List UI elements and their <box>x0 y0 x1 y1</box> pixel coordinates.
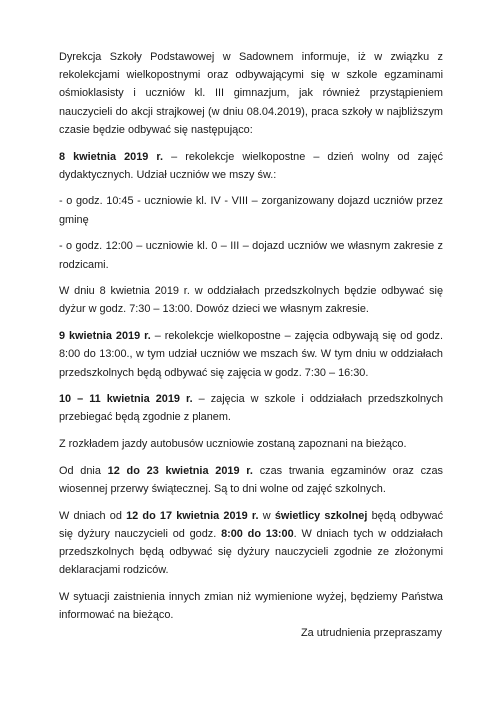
text-run: W dniu 8 kwietnia 2019 r. w oddziałach przedszkolnych będzie odbywać się dyżur w godz. 7:30 – 13:00. Dowóz dzieci we własnym zakresie. <box>59 285 443 316</box>
text-run: będą odbywać się dyżury nauczycieli od godz. <box>59 509 444 540</box>
text-run: - o godz. 10:45 - uczniowie kl. IV - VIII – zorganizowany dojazd uczniów przez gminę <box>59 195 443 226</box>
bold-text: 8:00 do 13:00 <box>221 527 294 540</box>
text-run: – zajęcia w szkole i oddziałach przedszkolnych przebiegać będą zgodnie z planem. <box>59 393 443 424</box>
bold-text: 9 kwietnia 2019 r. <box>59 330 151 343</box>
text-run: . W dniach tych w oddziałach przedszkolnych będą odbywać się dyżury nauczycieli zgodnie ze złożonymi deklaracjami rodziców. <box>59 527 443 577</box>
text-run: - o godz. 12:00 – uczniowie kl. 0 – III – dojazd uczniów we własnym zakresie z rodzicami. <box>59 240 443 271</box>
bold-text: świetlicy szkolnej <box>274 509 368 522</box>
text-run: – rekolekcje wielkopostne – dzień wolny od zajęć dydaktycznych. Udział uczniów we mszy św.: <box>59 150 443 181</box>
document-body <box>59 48 443 633</box>
closing-line: Za utrudnienia przepraszamy <box>300 627 442 639</box>
paragraph-april-10-11 <box>59 390 443 426</box>
paragraph-transport-2 <box>59 237 443 273</box>
text-run: W sytuacji zaistnienia innych zmian niż wymienione wyżej, będziemy Państwa informować na bieżąco. <box>59 591 443 622</box>
text-run: Z rozkładem jazdy autobusów uczniowie zostaną zapoznani na bieżąco. <box>59 438 407 451</box>
bold-text: 12 do 23 kwietnia 2019 r. <box>107 464 253 477</box>
paragraph-april-12-23 <box>59 462 443 498</box>
text-run: czas trwania egzaminów oraz czas wiosennej przerwy świątecznej. Są to dni wolne od zajęć szkolnych. <box>59 464 443 496</box>
bold-text: 12 do 17 kwietnia 2019 r. <box>126 509 259 522</box>
text-run: w <box>258 509 275 522</box>
paragraph-april-12-17 <box>59 507 443 580</box>
text-run: Dyrekcja Szkoły Podstawowej w Sadownem informuje, iż w związku z rekolekcjami wielkopostnymi oraz odbywającymi się w szkole egzaminami ośmioklasisty i uczniów kl. III gimnazjum, jak również przystąpieniem nauczycieli do akcji strajkowej (w dniu 08.04.2019), praca szkoły w najbliższym czasie będzie odbywać się następująco: <box>59 51 443 136</box>
text-run: W dniach od <box>59 509 127 522</box>
paragraph-preschool-april-8 <box>59 282 443 318</box>
paragraph-intro <box>59 48 443 139</box>
paragraph-april-8 <box>59 148 443 184</box>
paragraph-transport-1 <box>59 192 443 228</box>
paragraph-april-9 <box>59 327 443 382</box>
bold-text: 10 – 11 kwietnia 2019 r. <box>59 393 193 406</box>
paragraph-bus-schedule <box>59 435 443 453</box>
bold-text: 8 kwietnia 2019 r. <box>59 150 164 163</box>
paragraph-other-changes <box>59 588 443 624</box>
text-run: Od dnia <box>59 464 108 477</box>
text-run: – rekolekcje wielkopostne – zajęcia odbywają się od godz. 8:00 do 13:00., w tym udział uczniów we mszach św. W tym dniu w oddziałach przedszkolnych będą odbywać się zajęcia w godz. 7:30 – 16:30. <box>59 330 443 379</box>
